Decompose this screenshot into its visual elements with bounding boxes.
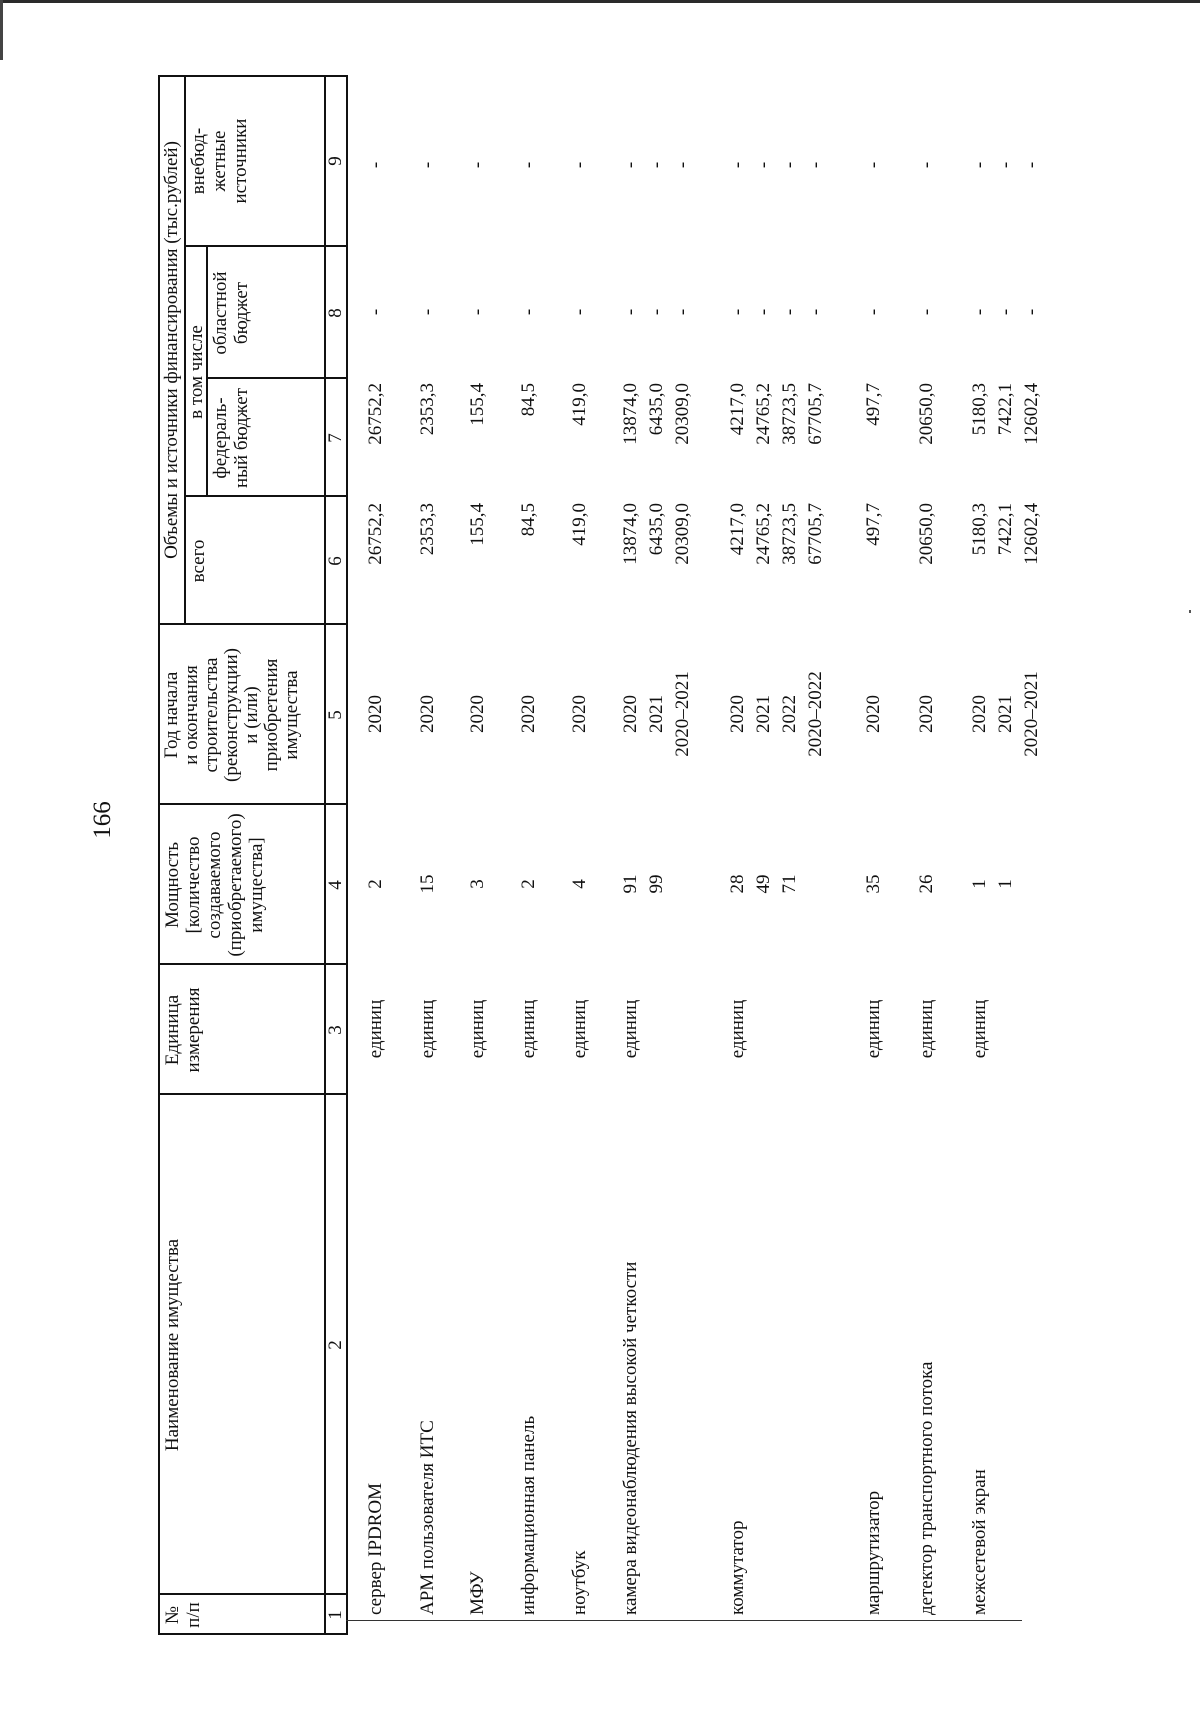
header-name: Наименование имущества [162, 1238, 183, 1452]
item-name: межсетевой экран [969, 1469, 990, 1615]
rotated-page-content [89, 75, 1042, 1635]
offbudget-amount: - [753, 161, 774, 169]
regional-amount: - [672, 308, 693, 316]
offbudget-amount: - [863, 161, 884, 169]
total-amount: 13874,0 [620, 503, 641, 565]
total-amount: 20309,0 [672, 503, 693, 565]
header-offbudget: внебюд- жетные источники [188, 118, 251, 204]
federal-amount: 6435,0 [646, 383, 667, 436]
regional-amount: - [417, 308, 438, 316]
offbudget-amount: - [518, 161, 539, 169]
federal-amount: 497,7 [863, 383, 884, 426]
offbudget-amount: - [620, 161, 641, 169]
federal-amount: 5180,3 [969, 383, 990, 436]
years: 2021 [753, 695, 774, 733]
offbudget-amount: - [467, 161, 488, 169]
regional-amount: - [365, 308, 386, 316]
offbudget-amount: - [365, 161, 386, 169]
regional-amount: - [863, 308, 884, 316]
federal-amount: 13874,0 [620, 383, 641, 445]
years: 2020–2022 [805, 671, 826, 757]
years: 2020 [569, 695, 590, 733]
item-name: маршрутизатор [863, 1490, 884, 1615]
item-name: камера видеонаблюдения высокой четкости [620, 1261, 641, 1615]
item-unit: единиц [863, 999, 884, 1059]
column-number: 7 [325, 433, 346, 443]
item-unit: единиц [365, 999, 386, 1059]
federal-amount: 12602,4 [1021, 383, 1042, 445]
scan-edge-mark [0, 0, 3, 60]
total-amount: 84,5 [518, 503, 539, 537]
item-name: сервер IPDROM [365, 1482, 386, 1615]
column-number: 8 [325, 308, 346, 318]
item-unit: единиц [518, 999, 539, 1059]
column-number: 3 [325, 1025, 346, 1035]
header-number: № п/п [162, 1602, 204, 1628]
federal-amount: 419,0 [569, 383, 590, 426]
header-years: Год начала и окончания строительства (реконструкции) и (или) приобретения имущества [161, 648, 302, 782]
item-name: АРМ пользователя ИТС [417, 1420, 438, 1615]
column-number: 9 [325, 156, 346, 166]
item-unit: единиц [916, 999, 937, 1059]
federal-amount: 24765,2 [753, 383, 774, 445]
quantity: 26 [916, 874, 937, 894]
item-name: информационная панель [518, 1415, 539, 1615]
total-amount: 24765,2 [753, 503, 774, 565]
federal-amount: 26752,2 [365, 383, 386, 445]
quantity: 1 [995, 879, 1016, 889]
item-name: коммутатор [727, 1520, 748, 1615]
regional-amount: - [646, 308, 667, 316]
years: 2020 [365, 695, 386, 733]
regional-amount: - [969, 308, 990, 316]
total-amount: 155,4 [467, 503, 488, 546]
regional-amount: - [805, 308, 826, 316]
federal-amount: 4217,0 [727, 383, 748, 436]
federal-amount: 2353,3 [417, 383, 438, 436]
header-unit: Единица измерения [162, 987, 204, 1073]
column-number: 1 [325, 1610, 346, 1620]
offbudget-amount: - [727, 161, 748, 169]
regional-amount: - [1021, 308, 1042, 316]
quantity: 2 [365, 879, 386, 889]
column-number: 2 [325, 1340, 346, 1350]
quantity: 91 [620, 874, 641, 894]
offbudget-amount: - [805, 161, 826, 169]
quantity: 35 [863, 874, 884, 894]
quantity: 28 [727, 874, 748, 894]
body-left-rule [346, 1620, 1022, 1621]
federal-amount: 7422,1 [995, 383, 1016, 436]
financing-table [158, 75, 1042, 1635]
header-funding: Объемы и источники финансирования (тыс.рублей) [161, 141, 182, 559]
total-amount: 4217,0 [727, 503, 748, 556]
regional-amount: - [779, 308, 800, 316]
item-unit: единиц [727, 999, 748, 1059]
total-amount: 7422,1 [995, 503, 1016, 556]
scan-speck [1189, 610, 1191, 613]
years: 2020–2021 [672, 671, 693, 757]
header-including: в том числе [186, 325, 207, 419]
federal-amount: 20650,0 [916, 383, 937, 445]
item-unit: единиц [569, 999, 590, 1059]
years: 2020 [620, 695, 641, 733]
years: 2020 [969, 695, 990, 733]
item-unit: единиц [620, 999, 641, 1059]
offbudget-amount: - [417, 161, 438, 169]
offbudget-amount: - [1021, 161, 1042, 169]
header-total: всего [188, 539, 209, 583]
total-amount: 67705,7 [805, 503, 826, 565]
quantity: 4 [569, 879, 590, 889]
scan-edge [0, 0, 1200, 3]
years: 2020 [467, 695, 488, 733]
offbudget-amount: - [779, 161, 800, 169]
column-number: 6 [325, 556, 346, 566]
item-unit: единиц [417, 999, 438, 1059]
offbudget-amount: - [672, 161, 693, 169]
item-unit: единиц [467, 999, 488, 1059]
years: 2020–2021 [1021, 671, 1042, 757]
quantity: 2 [518, 879, 539, 889]
total-amount: 2353,3 [417, 503, 438, 556]
quantity: 49 [753, 874, 774, 894]
total-amount: 20650,0 [916, 503, 937, 565]
total-amount: 5180,3 [969, 503, 990, 556]
total-amount: 497,7 [863, 503, 884, 546]
offbudget-amount: - [995, 161, 1016, 169]
years: 2021 [995, 695, 1016, 733]
quantity: 1 [969, 879, 990, 889]
item-name: детектор транспортного потока [916, 1361, 937, 1615]
table-right-border [158, 75, 346, 77]
quantity: 71 [779, 874, 800, 894]
header-capacity: Мощность [количество создаваемого (приобретаемого) имущества] [162, 813, 267, 957]
offbudget-amount: - [646, 161, 667, 169]
years: 2020 [727, 695, 748, 733]
regional-amount: - [518, 308, 539, 316]
regional-amount: - [995, 308, 1016, 316]
total-amount: 6435,0 [646, 503, 667, 556]
federal-amount: 155,4 [467, 383, 488, 426]
years: 2020 [518, 695, 539, 733]
total-amount: 26752,2 [365, 503, 386, 565]
federal-amount: 38723,5 [779, 383, 800, 445]
years: 2021 [646, 695, 667, 733]
offbudget-amount: - [969, 161, 990, 169]
item-unit: единиц [969, 999, 990, 1059]
total-amount: 38723,5 [779, 503, 800, 565]
page-number: 166 [89, 801, 116, 839]
total-amount: 419,0 [569, 503, 590, 546]
regional-amount: - [467, 308, 488, 316]
quantity: 15 [417, 874, 438, 894]
column-number: 4 [325, 880, 346, 890]
regional-amount: - [569, 308, 590, 316]
years: 2022 [779, 695, 800, 733]
table-top-border [158, 75, 160, 1635]
years: 2020 [916, 695, 937, 733]
quantity: 3 [467, 879, 488, 889]
item-name: ноутбук [569, 1550, 590, 1615]
regional-amount: - [753, 308, 774, 316]
header-regional: областной бюджет [210, 271, 252, 355]
federal-amount: 67705,7 [805, 383, 826, 445]
regional-amount: - [916, 308, 937, 316]
regional-amount: - [727, 308, 748, 316]
column-number: 5 [325, 710, 346, 720]
federal-amount: 84,5 [518, 383, 539, 417]
offbudget-amount: - [569, 161, 590, 169]
federal-amount: 20309,0 [672, 383, 693, 445]
regional-amount: - [620, 308, 641, 316]
years: 2020 [863, 695, 884, 733]
total-amount: 12602,4 [1021, 503, 1042, 565]
years: 2020 [417, 695, 438, 733]
quantity: 99 [646, 874, 667, 894]
header-federal: федераль- ный бюджет [210, 387, 252, 489]
offbudget-amount: - [916, 161, 937, 169]
item-name: МФУ [467, 1571, 488, 1615]
